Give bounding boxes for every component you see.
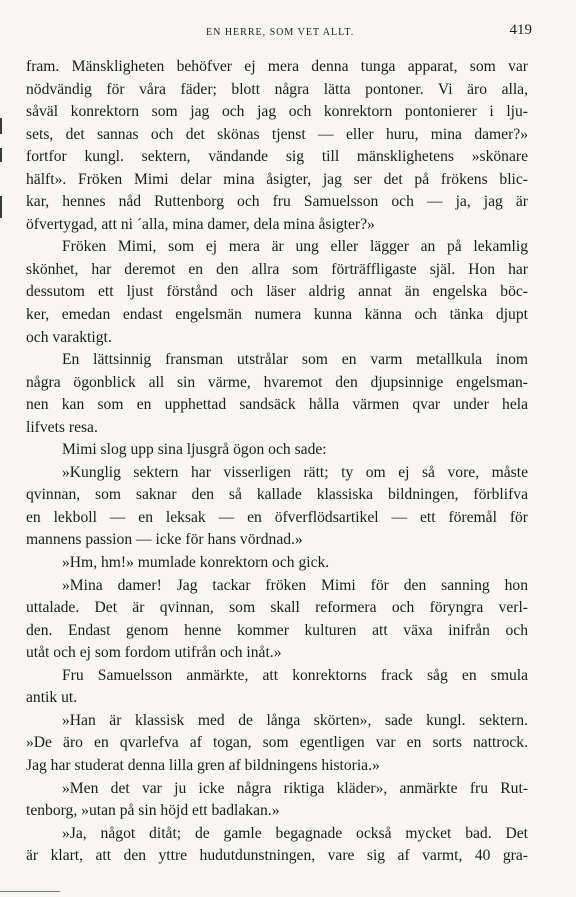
text-line: qvinnan, som saknar den så kallade klassiska bildningen, förblifva [26, 486, 528, 504]
text-line: »Mina damer! Jag tackar fröken Mimi för den sanning hon [62, 576, 528, 594]
text-line: några ögonblick all sin värme, hvaremot den djupsinnige engelsman- [26, 373, 528, 391]
text-line: och varaktigt. [26, 328, 112, 346]
text-line: »Ja, något ditåt; de gamle begagnade också mycket bad. Det [62, 824, 528, 842]
text-line: antik ut. [26, 689, 78, 707]
page-header [26, 22, 532, 44]
text-line: såväl konrektorn som jag och jag och konrektorn pontonierer i lju- [26, 103, 528, 121]
text-line: mannens passion — icke för hans vördnad.» [26, 531, 303, 549]
text-line: dessutom ett ljust förstånd och läser aldrig annat än engelska böc- [26, 283, 528, 301]
margin-mark [0, 148, 2, 162]
text-line: »Kunglig sektern har visserligen rätt; ty om ej så vore, måste [62, 463, 528, 481]
text-line: »Men det var ju icke några riktiga kläder», anmärkte fru Rut- [62, 779, 528, 797]
text-line: nödvändig för våra fäder; blott några lätta pontoner. Vi äro alla, [26, 80, 528, 98]
text-line: Mimi slog upp sina ljusgrå ögon och sade: [62, 441, 327, 459]
bottom-edge-rule [0, 891, 60, 892]
text-line: skönhet, har deremot en den allra som förträffligaste själ. Hon har [26, 260, 528, 278]
text-line: »Han är klassisk med de långa skörten», sade kungl. sektern. [62, 711, 528, 729]
text-line: »De äro en qvarlefva af togan, som egentligen var en sorts nattrock. [26, 734, 528, 752]
text-line: ker, emedan endast engelsmän numera kunna känna och tänka djupt [26, 306, 528, 324]
text-line: lifvets resa. [26, 418, 98, 436]
body-text [26, 56, 528, 868]
text-line: nen kan som en upphettad sandsäck hålla värmen qvar under hela [26, 396, 528, 414]
text-line: en lekboll — en leksak — en öfverflödsartikel — ett föremål för [26, 508, 528, 526]
text-line: Fröken Mimi, som ej mera är ung eller lägger an på lekamlig [62, 238, 528, 256]
text-line: fortfor kungl. sektern, vändande sig till mänsklighetens »skönare [26, 148, 528, 166]
text-line: »Hm, hm!» mumlade konrektorn och gick. [62, 554, 330, 572]
text-line: Jag har studerat denna lilla gren af bildningens historia.» [26, 756, 380, 774]
text-line: utåt och ej som fordom utifrån och inåt.» [26, 644, 282, 662]
text-line: fram. Mänskligheten behöfver ej mera denna tunga apparat, som var [26, 58, 528, 75]
margin-mark [0, 196, 2, 218]
text-line: uttalade. Det är qvinnan, som skall reformera och föryngra verl- [26, 599, 528, 617]
text-line: hälft». Fröken Mimi delar mina åsigter, jag ser det på frökens blic- [26, 170, 528, 188]
text-line: Fru Samuelsson anmärkte, att konrektorns frack såg en smula [62, 666, 528, 684]
text-line: sets, det sannas och det skönas tjenst — eller huru, mina damer?» [26, 125, 528, 143]
text-line: kar, hennes nåd Ruttenborg och fru Samuelsson och — ja, jag är [26, 193, 528, 211]
running-head: EN HERRE, SOM VET ALLT. [206, 27, 355, 38]
page-number: 419 [509, 22, 532, 38]
text-line: öfvertygad, att ni ´alla, mina damer, dela mina åsigter?» [26, 215, 375, 233]
margin-mark [0, 118, 2, 134]
text-line: En lättsinnig fransman utstrålar som en varm metallkula inom [62, 351, 528, 369]
text-line: den. Endast genom henne kommer kulturen att växa inifrån och [26, 621, 528, 639]
text-line: tenborg, »utan på sin höjd ett badlakan.» [26, 802, 280, 820]
text-line: är klart, att den yttre hudutdunstningen, vare sig af varmt, 40 gra- [26, 847, 528, 865]
